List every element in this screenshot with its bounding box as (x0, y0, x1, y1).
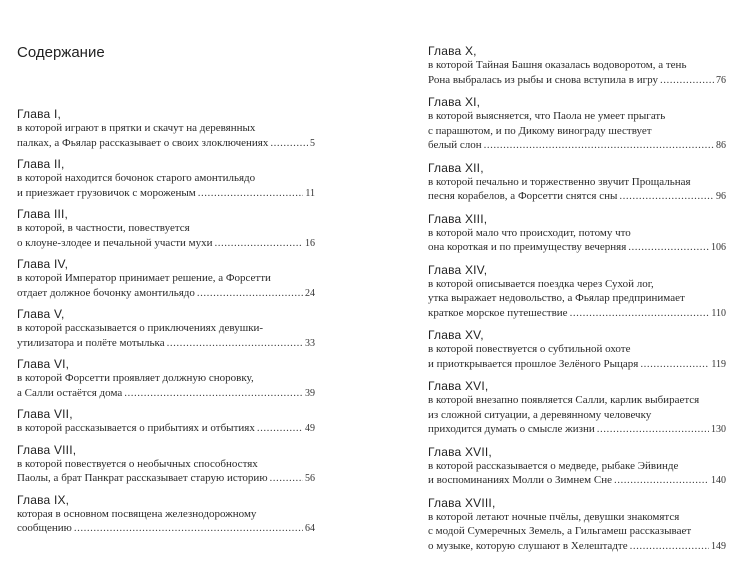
chapter-description-last-line (428, 138, 726, 154)
chapter-description-line: в которой летают ночные пчёлы, девушки знакомятся (428, 510, 680, 523)
chapter-description-text: о музыке, которую слушают в Хелештадте (428, 539, 628, 552)
chapter-description-text: утилизатора и полёте мотылька (17, 336, 165, 349)
chapter-description-text: и приезжает грузовичок с мороженым (17, 186, 196, 199)
page-number: 86 (716, 140, 726, 151)
chapter-description-line: в которой Тайная Башня оказалась водоворотом, а тень (428, 59, 687, 71)
chapter-description-line: с модой Сумеречных Земель, а Гильгамеш рассказывает (428, 525, 692, 537)
chapter-description-text: отдает должное бочонку амонтильядо (17, 286, 195, 299)
page-number: 49 (305, 423, 315, 434)
chapter-description-line: в которой описывается поездка через Сухой лог, (428, 277, 654, 290)
dot-leader (198, 186, 304, 201)
dot-leader (614, 473, 709, 488)
dot-leader (167, 336, 303, 351)
toc-entry (428, 263, 726, 322)
dot-leader (484, 138, 714, 153)
chapter-description-line: из сложной ситуации, а деревянному человечку (428, 408, 652, 421)
chapter-description-line: в которой Император принимает решение, а Форсетти (17, 272, 271, 284)
chapter-description-text: она короткая и по преимуществу вечерняя (428, 241, 627, 253)
dot-leader (630, 539, 709, 554)
page-number: 5 (310, 137, 315, 149)
toc-entry (428, 161, 726, 205)
page-number: 110 (711, 307, 726, 319)
toc-entry (428, 496, 726, 555)
chapter-heading: Глава XVI, (428, 379, 489, 393)
toc-entry (17, 207, 315, 251)
chapter-description-last-line (17, 521, 315, 537)
page-number: 119 (711, 358, 726, 370)
toc-entry (428, 379, 726, 438)
chapter-description-last-line (17, 186, 315, 202)
chapter-description-text: краткое морское путешествие (428, 306, 568, 319)
page-number: 16 (305, 237, 315, 249)
toc-entry (17, 107, 315, 151)
toc-entry (17, 407, 315, 437)
dot-leader (570, 306, 710, 321)
toc-entry (17, 257, 315, 301)
chapter-description-text: приходится думать о смысле жизни (428, 423, 595, 435)
chapter-description-line: в которой печально и торжественно звучит Прощальная (428, 175, 691, 188)
chapter-heading: Глава XV, (428, 328, 484, 342)
chapter-description-last-line (428, 539, 726, 555)
chapter-heading: Глава VI, (17, 357, 70, 371)
chapter-description-line: в которой повествуется о субтильной охоте (428, 343, 631, 355)
chapter-heading: Глава XVII, (428, 444, 492, 459)
chapter-heading: Глава VIII, (17, 442, 77, 457)
toc-right-column (428, 44, 726, 561)
dot-leader (640, 357, 709, 372)
chapter-description-last-line (17, 386, 315, 402)
chapter-description-line: в которой играют в прятки и скачут на деревянных (17, 122, 256, 134)
dot-leader (74, 521, 303, 536)
page-number: 33 (305, 337, 315, 349)
chapter-description-line: с парашютом, и по Дикому винограду шествует (428, 124, 652, 137)
chapter-description-line: утка выражает недовольство, а Фьялар предпринимает (428, 292, 685, 304)
chapter-description-text: палках, а Фьялар рассказывает о своих злоключениях (17, 136, 269, 149)
page-number: 11 (305, 187, 315, 199)
chapter-description-last-line (17, 336, 315, 352)
page-title: Содержание (17, 44, 105, 61)
dot-leader (660, 73, 714, 88)
chapter-description-last-line (428, 357, 726, 373)
page-number: 149 (711, 540, 726, 552)
chapter-description-last-line (428, 306, 726, 322)
chapter-heading: Глава I, (17, 107, 62, 121)
toc-entry (17, 157, 315, 201)
chapter-description-last-line (17, 236, 315, 252)
chapter-heading: Глава XIV, (428, 262, 488, 277)
chapter-description-line: в которой мало что происходит, потому что (428, 226, 631, 239)
page-number: 24 (305, 287, 315, 299)
toc-entry (17, 307, 315, 351)
chapter-heading: Глава III, (17, 207, 69, 221)
chapter-description-last-line (428, 422, 726, 438)
chapter-description-last-line (17, 136, 315, 152)
toc-entry (428, 328, 726, 372)
chapter-description-line: в которой выясняется, что Паола не умеет прыгать (428, 110, 666, 122)
page-number: 106 (711, 242, 726, 253)
toc-entry (428, 44, 726, 88)
page-number: 140 (711, 475, 726, 486)
toc-left-column (17, 107, 315, 543)
chapter-description-line: в которой рассказывается о приключениях девушки- (17, 322, 264, 334)
chapter-description-text: сообщению (17, 522, 72, 534)
chapter-description-last-line (428, 240, 726, 256)
page-number: 56 (305, 473, 315, 484)
chapter-heading: Глава XII, (428, 160, 484, 175)
toc-entry (17, 443, 315, 487)
chapter-description-text: в которой рассказывается о прибытиях и отбытиях (17, 422, 255, 434)
chapter-heading: Глава V, (17, 307, 65, 321)
chapter-heading: Глава XVIII, (428, 495, 496, 510)
dot-leader (597, 422, 709, 437)
dot-leader (270, 136, 308, 151)
chapter-description-line: в которой находится бочонок старого амонтильядо (17, 172, 256, 184)
dot-leader (270, 471, 303, 486)
dot-leader (197, 286, 303, 301)
chapter-heading: Глава IV, (17, 257, 69, 271)
chapter-heading: Глава X, (428, 44, 477, 58)
chapter-description-text: песня корабелов, а Форсетти снятся сны (428, 190, 618, 202)
chapter-description-text: о клоуне-злодее и печальной участи мухи (17, 236, 213, 249)
page-number: 64 (305, 523, 315, 534)
chapter-description-last-line (17, 421, 315, 437)
chapter-description-line: которая в основном посвящена железнодорожному (17, 507, 257, 520)
chapter-heading: Глава VII, (17, 407, 73, 421)
chapter-description-line: в которой внезапно появляется Салли, карлик выбирается (428, 394, 700, 406)
chapter-heading: Глава XIII, (428, 211, 488, 226)
dot-leader (628, 240, 709, 255)
chapter-description-last-line (17, 471, 315, 487)
chapter-description-line: в которой рассказывается о медведе, рыбаке Эйвинде (428, 459, 679, 472)
dot-leader (619, 189, 714, 204)
toc-entry (428, 212, 726, 256)
chapter-description-text: белый слон (428, 139, 482, 151)
dot-leader (257, 421, 303, 436)
chapter-description-text: Рона выбралась из рыбы и снова вступила в игру (428, 73, 659, 86)
chapter-heading: Глава IX, (17, 492, 70, 507)
chapter-heading: Глава II, (17, 157, 65, 171)
chapter-heading: Глава XI, (428, 95, 481, 109)
chapter-description-text: Паолы, а брат Панкрат рассказывает старую историю (17, 472, 268, 484)
chapter-description-text: и приоткрывается прошлое Зелёного Рыцаря (428, 357, 639, 370)
chapter-description-last-line (428, 73, 726, 89)
chapter-description-last-line (428, 189, 726, 205)
page-number: 130 (711, 424, 726, 435)
page-number: 39 (305, 387, 315, 399)
dot-leader (215, 236, 304, 251)
chapter-description-text: а Салли остаётся дома (17, 386, 123, 399)
chapter-description-line: в которой, в частности, повествуется (17, 222, 190, 234)
page-number: 96 (716, 191, 726, 202)
toc-entry (428, 445, 726, 489)
toc-entry (17, 493, 315, 537)
chapter-description-line: в которой повествуется о необычных способностях (17, 457, 258, 470)
toc-entry (428, 95, 726, 154)
chapter-description-line: в которой Форсетти проявляет должную сноровку, (17, 372, 254, 384)
toc-entry (17, 357, 315, 401)
page-number: 76 (716, 74, 726, 86)
chapter-description-last-line (17, 286, 315, 302)
chapter-description-text: и воспоминаниях Молли о Зимнем Сне (428, 474, 612, 486)
chapter-description-last-line (428, 473, 726, 489)
dot-leader (124, 386, 303, 401)
